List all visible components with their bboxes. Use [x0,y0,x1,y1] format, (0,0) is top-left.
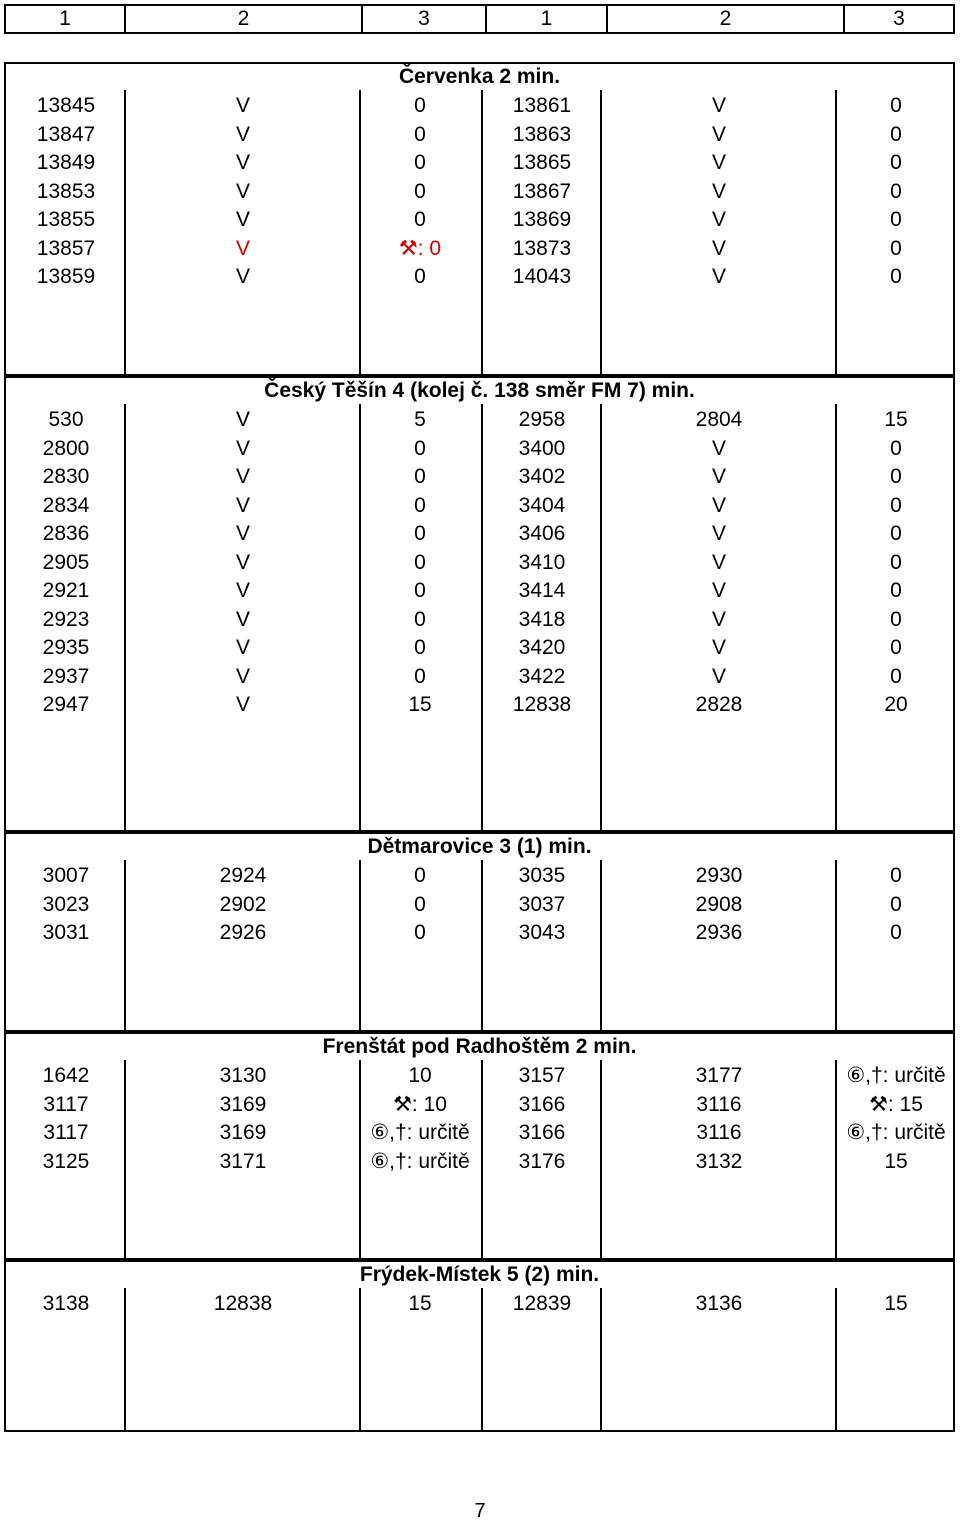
table-cell: 0 [414,921,426,944]
table-row [6,577,953,605]
section-title: Frýdek-Místek 5 (2) min. [359,1263,600,1286]
table-cell: V [711,208,726,231]
table-cell: 13865 [512,151,572,174]
table-cell: 0 [890,493,902,517]
table-cell: 2936 [695,921,743,944]
col-header-4: 1 [485,6,606,32]
table-cell: 0 [414,607,426,631]
table-cell: 13855 [36,208,96,231]
table-row [6,606,953,634]
table-cell: ⑥,†: určitě [846,1064,946,1087]
table-cell: V [235,579,250,602]
table-cell: 0 [414,892,426,916]
table-cell: 3136 [695,1292,743,1315]
table-cell: V [711,550,726,574]
section-box [4,1260,955,1432]
table-cell: 0 [414,465,426,488]
table-cell: 2937 [42,664,90,688]
table-cell: 0 [414,522,426,545]
table-cell: 3037 [518,892,566,916]
table-cell: 10 [408,1064,432,1087]
table-cell: V [711,236,726,260]
table-cell: V [235,94,250,117]
table-cell: V [711,664,726,688]
table-cell: 3171 [219,1149,267,1173]
table-cell: V [235,208,250,231]
table-cell: 12838 [213,1292,273,1315]
table-cell: 2930 [695,864,743,887]
table-cell: 0 [414,94,426,117]
table-cell: 0 [890,208,902,231]
table-cell: ⚒: 0 [398,236,442,260]
table-cell: 15 [884,1292,908,1315]
table-cell: ⑥,†: určitě [370,1149,470,1173]
table-cell: 2926 [219,921,267,944]
table-cell: 13857 [36,236,96,260]
table-cell: 0 [414,265,426,288]
table-cell: 0 [890,94,902,117]
table-row [6,691,953,719]
table-cell: 3414 [518,579,566,602]
table-cell: V [711,579,726,602]
table-cell: 3166 [518,1092,566,1116]
table-cell: 13853 [36,179,96,203]
table-cell: 0 [414,579,426,602]
table-row [6,1148,953,1176]
table-cell: ⚒: 10 [393,1092,447,1116]
table-cell: 3117 [43,1092,89,1116]
table-cell: V [235,636,250,659]
table-cell: 13847 [36,122,96,146]
table-cell: V [711,179,726,203]
table-cell: 2908 [695,892,743,916]
table-cell: 3035 [518,864,566,887]
table-cell: ⑥,†: určitě [846,1121,946,1144]
table-cell: 3132 [695,1149,743,1173]
table-cell: 0 [890,607,902,631]
table-cell: V [235,465,250,488]
table-cell: 3418 [518,607,566,631]
table-cell: 2958 [518,408,566,431]
table-cell: 3169 [219,1092,267,1116]
table-cell: 1642 [42,1064,90,1087]
table-cell: 3116 [696,1092,742,1116]
table-row [6,520,953,548]
table-cell: 13869 [512,208,572,231]
table-cell: 3406 [518,522,566,545]
table-cell: 2924 [219,864,267,887]
table-cell: 0 [890,522,902,545]
table-cell: V [711,151,726,174]
table-cell: 3166 [518,1121,566,1144]
table-row [6,1290,953,1318]
table-cell: 0 [414,208,426,231]
table-row [6,235,953,263]
table-cell: V [235,236,250,260]
table-cell: V [235,493,250,517]
table-cell: 2800 [42,436,90,460]
table-cell: 2935 [42,636,90,659]
table-cell: V [235,122,250,146]
table-row [6,149,953,177]
table-cell: 3176 [518,1149,566,1173]
table-row [6,92,953,120]
section-title: Červenka 2 min. [398,65,561,88]
table-cell: 2923 [42,607,90,631]
table-cell: V [235,265,250,288]
table-cell: 13849 [36,151,96,174]
table-cell: 530 [48,408,84,431]
table-row [6,492,953,520]
table-cell: ⑥,†: určitě [370,1121,470,1144]
table-cell: V [235,693,250,716]
table-cell: 0 [890,664,902,688]
table-row [6,862,953,890]
table-cell: 15 [884,1149,908,1173]
table-cell: V [711,493,726,517]
table-cell: 0 [414,436,426,460]
table-cell: 20 [884,693,908,716]
col-header-3: 3 [361,6,485,32]
table-cell: 0 [414,664,426,688]
table-cell: 3130 [219,1064,267,1087]
table-row [6,463,953,491]
col-header-6: 3 [843,6,953,32]
table-row [6,891,953,919]
table-cell: 13867 [512,179,572,203]
table-cell: 3157 [518,1064,566,1087]
table-cell: 0 [890,579,902,602]
table-cell: 3400 [518,436,566,460]
table-cell: 0 [890,864,902,887]
table-cell: 5 [414,408,426,431]
table-cell: 2834 [42,493,90,517]
table-cell: 3007 [42,864,90,887]
col-header-5: 2 [606,6,843,32]
table-cell: 2836 [42,522,90,545]
table-row [6,919,953,947]
table-cell: 12838 [512,693,572,716]
table-cell: 0 [890,636,902,659]
table-cell: 0 [414,550,426,574]
table-cell: 13873 [512,236,572,260]
table-cell: 0 [890,151,902,174]
table-row [6,1119,953,1147]
table-cell: V [711,94,726,117]
table-cell: 0 [890,265,902,288]
table-row [6,121,953,149]
table-cell: 0 [890,122,902,146]
table-cell: V [711,522,726,545]
table-cell: 3422 [518,664,566,688]
table-cell: 2902 [219,892,267,916]
section-box [4,832,955,1032]
table-cell: 3138 [42,1292,90,1315]
table-cell: V [711,122,726,146]
table-cell: 15 [408,1292,432,1315]
table-cell: 0 [890,236,902,260]
table-cell: 3402 [518,465,566,488]
table-cell: 2947 [42,693,90,716]
table-row [6,435,953,463]
table-cell: 3116 [696,1121,742,1144]
table-cell: V [235,550,250,574]
table-cell: 2921 [42,579,90,602]
section-box [4,376,955,832]
table-row [6,1091,953,1119]
section-box [4,62,955,376]
table-cell: 3404 [518,493,566,517]
table-cell: 2830 [42,465,90,488]
table-cell: V [235,436,250,460]
table-cell: V [711,636,726,659]
table-cell: 0 [414,151,426,174]
table-cell: V [711,607,726,631]
page-number: 7 [474,1500,486,1522]
table-cell: 12839 [512,1292,572,1315]
section-title: Český Těšín 4 (kolej č. 138 směr FM 7) min. [264,379,695,402]
column-header-row [4,4,955,34]
table-cell: 0 [890,179,902,203]
table-cell: 0 [890,465,902,488]
table-cell: 13861 [512,94,572,117]
table-row [6,663,953,691]
table-cell: V [235,522,250,545]
table-cell: 3410 [518,550,566,574]
table-cell: 0 [414,122,426,146]
table-cell: 3023 [42,892,90,916]
table-cell: 0 [414,179,426,203]
col-header-2: 2 [124,6,361,32]
table-cell: 3125 [42,1149,90,1173]
table-row [6,263,953,291]
table-cell: 13859 [36,265,96,288]
section-title: Frenštát pod Radhoštěm 2 min. [322,1035,637,1058]
table-cell: 3031 [42,921,90,944]
table-cell: V [711,265,726,288]
table-cell: V [235,607,250,631]
table-cell: 15 [408,693,432,716]
table-cell: 0 [414,493,426,517]
table-cell: 13863 [512,122,572,146]
table-cell: 2828 [695,693,743,716]
table-row [6,178,953,206]
table-cell: 0 [890,436,902,460]
table-cell: V [235,179,250,203]
section-box [4,1032,955,1260]
table-cell: 0 [890,550,902,574]
table-cell: V [711,465,726,488]
table-cell: 3043 [518,921,566,944]
table-row [6,406,953,434]
table-cell: 0 [414,864,426,887]
table-cell: V [711,436,726,460]
table-cell: 0 [890,892,902,916]
table-cell: 2905 [42,550,90,574]
section-title: Dětmarovice 3 (1) min. [367,835,592,858]
table-cell: 15 [884,408,908,431]
table-cell: V [235,664,250,688]
table-cell: V [235,151,250,174]
table-row [6,206,953,234]
table-row [6,634,953,662]
table-cell: 3169 [219,1121,267,1144]
table-cell: 3117 [43,1121,89,1144]
col-header-1: 1 [59,7,71,30]
table-cell: 0 [414,636,426,659]
table-row [6,549,953,577]
table-cell: 2804 [695,408,743,431]
table-cell: 13845 [36,94,96,117]
table-cell: 3420 [518,636,566,659]
table-row [6,1062,953,1090]
table-cell: 14043 [512,265,572,288]
table-cell: V [235,408,250,431]
table-cell: ⚒: 15 [869,1092,923,1116]
table-cell: 0 [890,921,902,944]
table-cell: 3177 [695,1064,743,1087]
